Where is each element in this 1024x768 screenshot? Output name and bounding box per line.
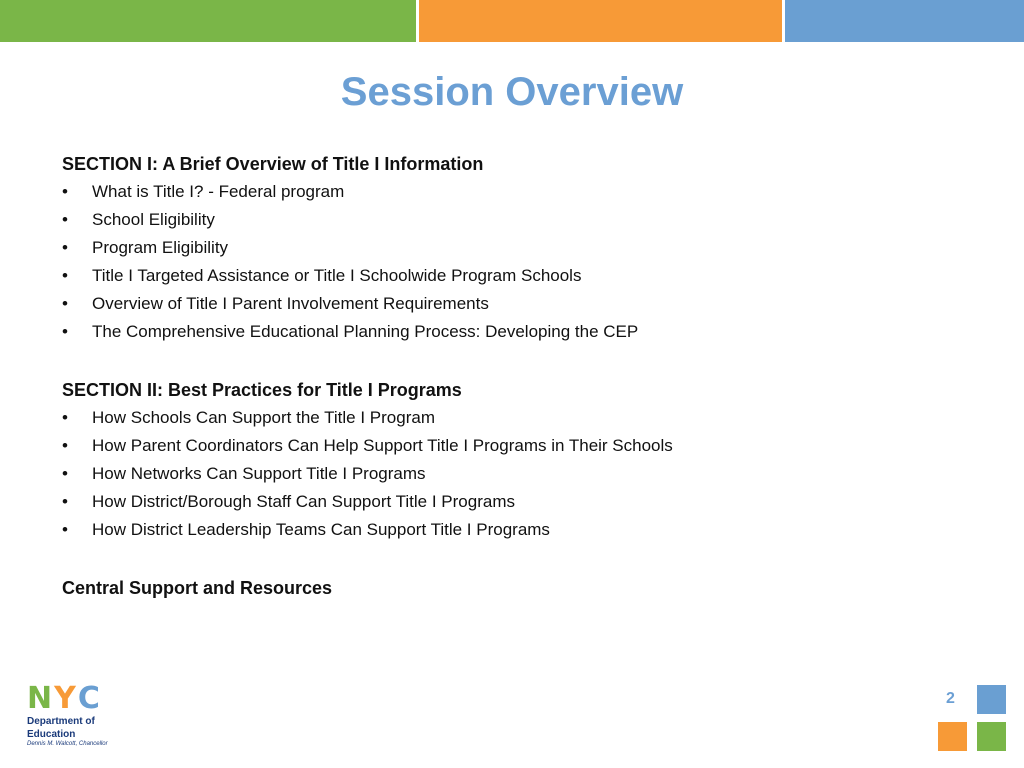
bullet-icon: • [62, 492, 68, 511]
list-item [62, 234, 962, 262]
list-item-text: How District Leadership Teams Can Support Title I Programs [92, 520, 550, 539]
logo-letter-y: Y [54, 681, 76, 716]
page-number: 2 [946, 690, 955, 707]
bullet-icon: • [62, 464, 68, 483]
bullet-icon: • [62, 238, 68, 257]
spacer [62, 544, 962, 574]
bullet-icon: • [62, 210, 68, 229]
decor-square-green [977, 722, 1006, 751]
bullet-icon: • [62, 520, 68, 539]
list-item [62, 488, 962, 516]
decor-square-blue [977, 685, 1006, 714]
section-1-list [62, 178, 962, 346]
list-item-text: Program Eligibility [92, 238, 229, 257]
list-item-text: The Comprehensive Educational Planning Process: Developing the CEP [92, 322, 639, 341]
list-item-text: School Eligibility [92, 210, 215, 229]
nyc-doe-logo [27, 681, 127, 748]
nyc-logo-letters [27, 681, 127, 716]
slide-title: Session Overview [340, 70, 684, 114]
logo-letter-c: C [77, 681, 100, 716]
top-bar-orange-segment [419, 0, 782, 42]
list-item-text: How Schools Can Support the Title I Program [92, 408, 435, 427]
section-2-heading: SECTION II: Best Practices for Title I Programs [62, 380, 462, 400]
list-item [62, 460, 962, 488]
bullet-icon: • [62, 294, 68, 313]
list-item-text: Overview of Title I Parent Involvement Requirements [92, 294, 489, 313]
list-item [62, 262, 962, 290]
list-item [62, 318, 962, 346]
list-item-text: How Parent Coordinators Can Help Support Title I Programs in Their Schools [92, 436, 673, 455]
section-1-heading: SECTION I: A Brief Overview of Title I Information [62, 154, 484, 174]
bullet-icon: • [62, 436, 68, 455]
list-item [62, 516, 962, 544]
list-item-text: Title I Targeted Assistance or Title I Schoolwide Program Schools [92, 266, 582, 285]
logo-org-line-1: Department of [27, 716, 95, 727]
list-item [62, 432, 962, 460]
list-item-text: What is Title I? - Federal program [92, 182, 345, 201]
section-2-list [62, 404, 962, 544]
list-item-text: How Networks Can Support Title I Programs [92, 464, 426, 483]
list-item [62, 178, 962, 206]
logo-org-line-2: Education [27, 729, 76, 740]
slide-content [62, 150, 962, 602]
top-bar-blue-segment [785, 0, 1024, 42]
top-bar-green-segment [0, 0, 416, 42]
top-color-bar [0, 0, 1024, 42]
list-item [62, 404, 962, 432]
bullet-icon: • [62, 408, 68, 427]
bullet-icon: • [62, 266, 68, 285]
bullet-icon: • [62, 182, 68, 201]
spacer [62, 346, 962, 376]
logo-chancellor: Dennis M. Walcott, Chancellor [27, 741, 108, 747]
section-3-heading: Central Support and Resources [62, 578, 333, 598]
list-item [62, 290, 962, 318]
logo-letter-n: N [27, 681, 53, 716]
list-item [62, 206, 962, 234]
bullet-icon: • [62, 322, 68, 341]
list-item-text: How District/Borough Staff Can Support Title I Programs [92, 492, 515, 511]
decor-square-orange [938, 722, 967, 751]
